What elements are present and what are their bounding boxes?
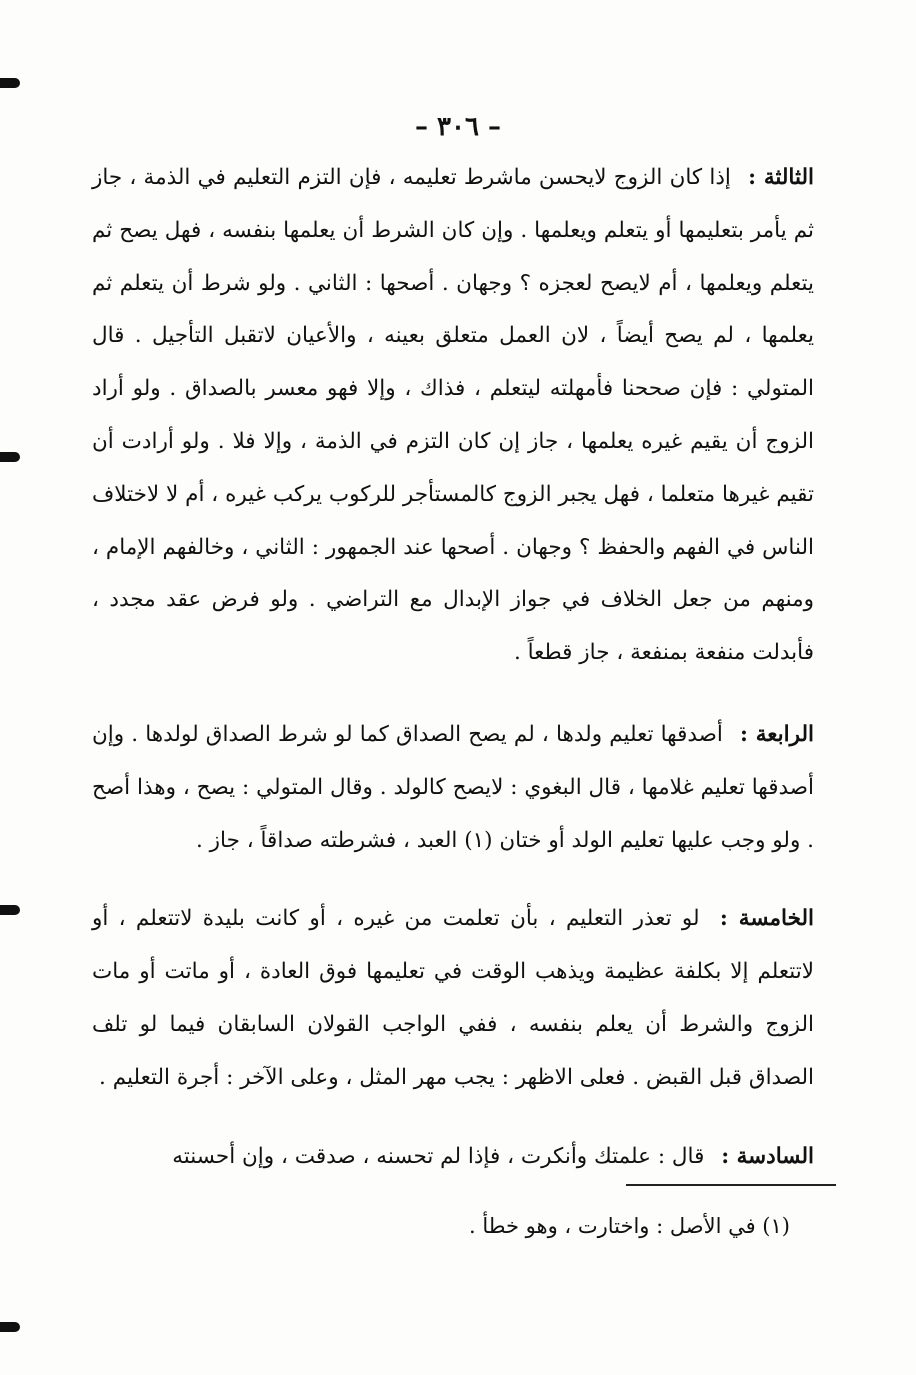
footnote: (١) في الأصل : واختارت ، وهو خطأ .	[469, 1214, 790, 1238]
paragraph-text: أصدقها تعليم ولدها ، لم يصح الصداق كما لو شرط الصداق لولدها . وإن أصدقها تعليم غلامها ، قال البغوي : لايصح كالولد . وقال المتولي : يصح ، وهذا أصح . ولو وجب عليها تعليم الولد أو ختان (١) العبد ، فشرطته صداقاً ، جاز .	[92, 721, 814, 853]
page-number: – ٣٠٦ –	[414, 112, 502, 142]
paragraph-third	[92, 152, 814, 680]
margin-mark	[0, 78, 20, 88]
paragraph-text: لو تعذر التعليم ، بأن تعلمت من غيره ، أو كانت بليدة لاتتعلم ، أو لاتتعلم إلا بكلفة عظيمة ويذهب الوقت في تعليمها فوق العادة ، أو ماتت أو مات الزوج والشرط أن يعلم بنفسه ، ففي الواجب القولان السابقان فيما لو تلف الصداق قبل القبض . فعلى الاظهر : يجب مهر المثل ، وعلى الآخر : أجرة التعليم .	[92, 906, 814, 1090]
paragraph-fifth	[92, 893, 814, 1104]
section-heading: السادسة :	[721, 1143, 814, 1169]
section-heading: الخامسة :	[719, 906, 814, 932]
section-heading: الثالثة :	[748, 165, 814, 190]
footnote-divider	[626, 1184, 836, 1186]
paragraph-fourth	[92, 709, 814, 867]
paragraph-text: قال : علمتك وأنكرت ، فإذا لم تحسنه ، صدقت ، وإن أحسنته	[172, 1143, 705, 1169]
margin-mark	[0, 905, 20, 915]
paragraph-text: إذا كان الزوج لايحسن ماشرط تعليمه ، فإن التزم التعليم في الذمة ، جاز ثم يأمر بتعليمها أو يتعلم ويعلمها . وإن كان الشرط أن يعلمها بنفسه ، فهل يصح ثم يتعلم ويعلمها ، أم لايصح لعجزه ؟ وجهان . أصحها : الثاني . ولو شرط أن يتعلم ثم يعلمها ، لم يصح أيضاً ، لان العمل متعلق بعينه ، والأعيان لاتقبل التأجيل . قال المتولي : فإن صححنا فأمهلته ليتعلم ، فذاك ، وإلا فهو معسر بالصداق . ولو أراد الزوج أن يقيم غيره يعلمها ، جاز إن كان التزم في الذمة ، وإلا فلا . ولو أرادت أن تقيم غيرها متعلما ، فهل يجبر الزوج كالمستأجر للركوب يركب غيره ، أم لا لاختلاف الناس في الفهم والحفظ ؟ وجهان . أصحها عند الجمهور : الثاني ، وخالفهم الإمام ، ومنهم من جعل الخلاف في جواز الإبدال مع التراضي . ولو فرض عقد مجدد ، فأبدلت منفعة بمنفعة ، جاز قطعاً .	[92, 165, 814, 666]
section-heading: الرابعة :	[740, 721, 814, 747]
margin-mark	[0, 452, 20, 462]
page-body	[92, 152, 814, 1183]
paragraph-sixth	[92, 1131, 814, 1184]
margin-mark	[0, 1322, 20, 1332]
